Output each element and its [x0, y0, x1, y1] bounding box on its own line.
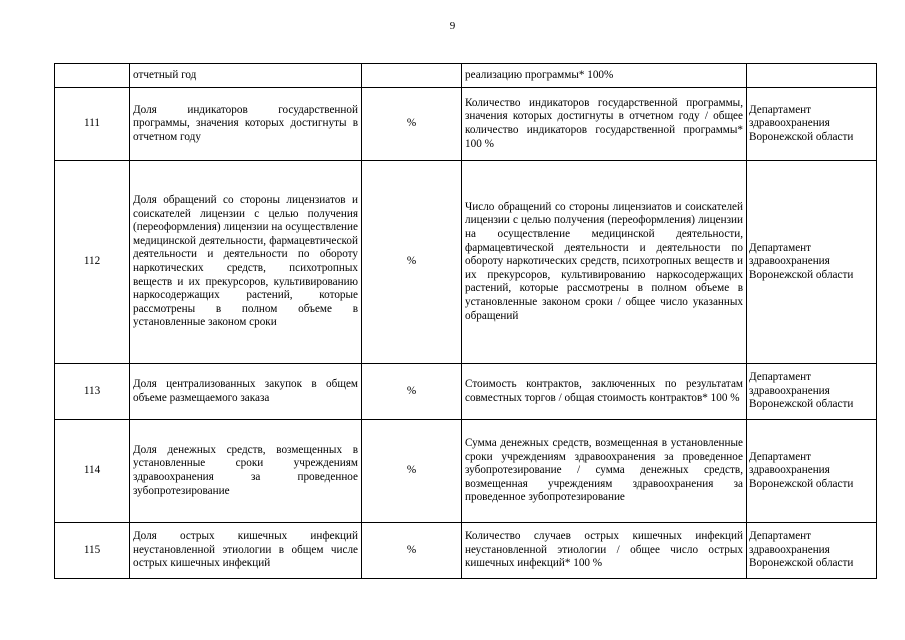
cell-num: 111: [55, 88, 130, 161]
table-row: [55, 523, 877, 579]
cell-indicator-name: Доля острых кишечных инфекций неустановленной этиологии в общем числе острых кишечных инфекций: [130, 523, 362, 579]
cell-num: [55, 64, 130, 88]
cell-indicator-name: Доля централизованных закупок в общем объеме размещаемого заказа: [130, 364, 362, 420]
page-number: 9: [449, 20, 456, 32]
cell-formula: Количество случаев острых кишечных инфекций неустановленной этиологии / общее число острых кишечных инфекций* 100 %: [462, 523, 747, 579]
cell-department: Департамент здравоохранения Воронежской области: [747, 523, 877, 579]
cell-formula: Сумма денежных средств, возмещенная в установленные сроки учреждениям здравоохранения за проведенное зубопротезирование / сумма денежных средств, возмещенная учреждениям здравоохранения за проведенное зубопротезирование: [462, 420, 747, 523]
cell-department: Департамент здравоохранения Воронежской области: [747, 161, 877, 364]
cell-unit: [362, 64, 462, 88]
cell-department: Департамент здравоохранения Воронежской области: [747, 364, 877, 420]
cell-indicator-name: Доля обращений со стороны лицензиатов и соискателей лицензии с целью получения (переоформления) лицензии на осуществление медицинской деятельности, фармацевтической деятельности и деятельности по обороту наркотических средств, психотропных веществ и их прекурсоров, культивированию наркосодержащих растений, которые рассмотрены в полном объеме в установленные законом сроки: [130, 161, 362, 364]
cell-formula: реализацию программы* 100%: [462, 64, 747, 88]
table-row: [55, 161, 877, 364]
table-row: [55, 364, 877, 420]
cell-unit: %: [362, 161, 462, 364]
cell-unit: %: [362, 420, 462, 523]
cell-formula: Число обращений со стороны лицензиатов и соискателей лицензии с целью получения (переоформления) лицензии на осуществление медицинской деятельности, фармацевтической деятельности и деятельности по обороту наркотических средств, психотропных веществ и их прекурсоров, культивированию наркосодержащих растений, которые рассмотрены в полном объеме в установленные законом сроки / общее число указанных обращений: [462, 161, 747, 364]
table-row: [55, 420, 877, 523]
cell-formula: Количество индикаторов государственной программы, значения которых достигнуты в отчетном году / общее количество индикаторов государственной программы* 100 %: [462, 88, 747, 161]
cell-indicator-name: отчетный год: [130, 64, 362, 88]
table-row: [55, 88, 877, 161]
cell-unit: %: [362, 523, 462, 579]
cell-indicator-name: Доля денежных средств, возмещенных в установленные сроки учреждениям здравоохранения за проведенное зубопротезирование: [130, 420, 362, 523]
cell-indicator-name: Доля индикаторов государственной программы, значения которых достигнуты в отчетном году: [130, 88, 362, 161]
cell-department: [747, 64, 877, 88]
cell-formula: Стоимость контрактов, заключенных по результатам совместных торгов / общая стоимость контрактов* 100 %: [462, 364, 747, 420]
cell-num: 114: [55, 420, 130, 523]
cell-unit: %: [362, 364, 462, 420]
cell-num: 112: [55, 161, 130, 364]
cell-department: Департамент здравоохранения Воронежской области: [747, 420, 877, 523]
table-row-continuation: [55, 64, 877, 88]
cell-num: 113: [55, 364, 130, 420]
cell-unit: %: [362, 88, 462, 161]
indicators-table: [54, 63, 877, 579]
cell-department: Департамент здравоохранения Воронежской области: [747, 88, 877, 161]
cell-num: 115: [55, 523, 130, 579]
